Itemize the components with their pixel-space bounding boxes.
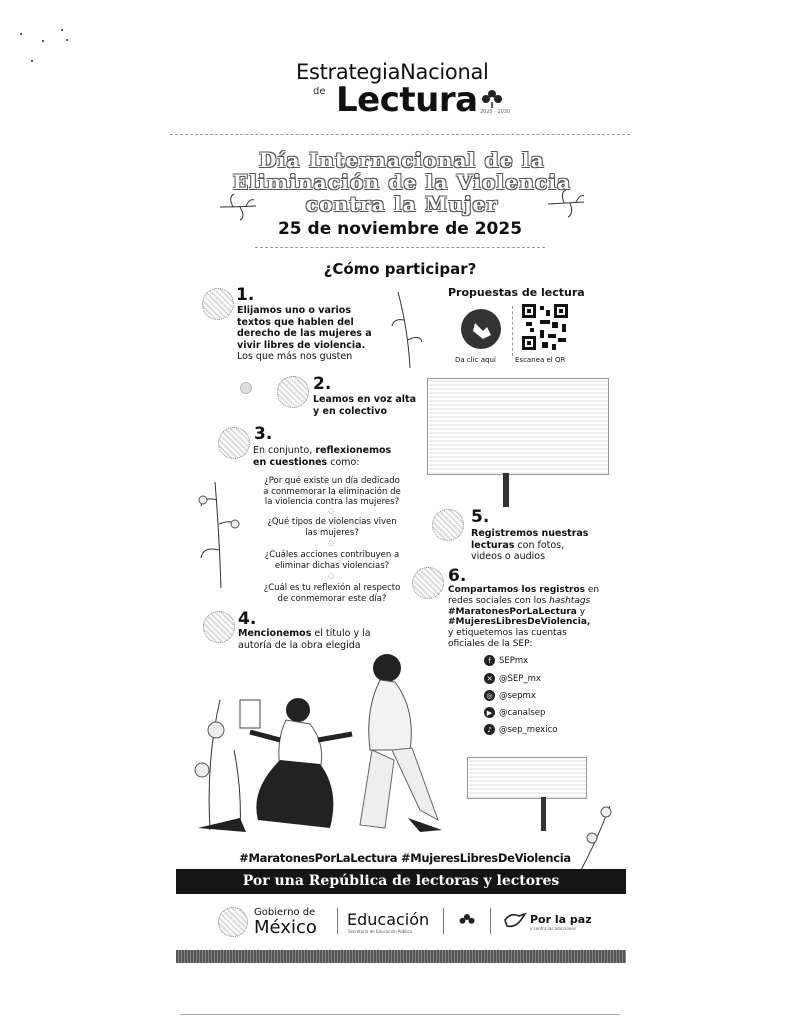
book-title-icon: [203, 611, 235, 643]
click-here-button[interactable]: [461, 309, 501, 349]
scan-speck: [31, 60, 33, 62]
left-vine-icon: [195, 480, 245, 590]
sprig-right-icon: [546, 188, 586, 218]
share-icon: [412, 567, 444, 599]
step-2-line: Leamos en voz alta: [313, 394, 416, 405]
step-2-text: [313, 394, 423, 417]
social-handle: @SEP_mx: [499, 673, 541, 684]
por-la-paz-subtitle: y contra las adicciones: [530, 926, 576, 931]
logo-lectura: Lectura: [336, 80, 478, 120]
question-line: ¿Qué tipos de violencias viven: [267, 517, 397, 527]
camera-icon: [432, 509, 464, 541]
banner-slogan: Por una República de lectoras y lectores: [242, 873, 560, 889]
educacion-subtitle: Secretaría de Educación Pública: [348, 929, 413, 934]
reflection-icon: [218, 427, 250, 459]
question-2: [252, 517, 412, 538]
title-line-1: Día Internacional de la: [259, 148, 545, 172]
instagram-icon: ◎: [484, 690, 495, 701]
scan-speck: [66, 39, 68, 41]
book-icon: [202, 288, 234, 320]
step-3-text-part: en cuestiones: [253, 456, 328, 468]
question-line: de conmemorar este día?: [277, 593, 387, 604]
sign-pole: [541, 797, 546, 831]
how-to-participate-heading: ¿Cómo participar?: [323, 260, 477, 278]
social-handle: @sep_mexico: [499, 724, 558, 735]
social-instagram[interactable]: [484, 690, 536, 701]
step-4-line: el título y la: [311, 628, 371, 639]
step-1-line: textos que hablen del: [237, 316, 354, 328]
step-3-text-part: como:: [327, 456, 360, 468]
dove-icon: [503, 910, 527, 930]
bullet-icon: ◌: [327, 572, 335, 580]
gobierno-seal-icon: [218, 907, 248, 937]
step-6-line: en: [585, 585, 600, 595]
divider: [170, 134, 630, 135]
divider: [512, 306, 513, 356]
step-5-line: Registremos nuestras: [471, 528, 589, 539]
step-5-line: videos o audios: [471, 551, 546, 562]
step-5-line: lecturas: [471, 539, 515, 551]
flower-logo-icon: [458, 912, 476, 928]
step-3-text: [253, 445, 413, 468]
question-1: [252, 476, 412, 508]
facebook-icon: f: [484, 655, 495, 666]
event-date: 25 de noviembre de 2025: [277, 219, 523, 239]
step-2-number: 2.: [313, 374, 332, 394]
logo-years: 2025 · 2030: [480, 109, 511, 115]
por-la-paz-logo: Por la paz: [530, 913, 592, 926]
step-1-line: Los que más nos gusten: [237, 351, 353, 362]
step-6-line: hashtags: [549, 595, 591, 606]
educacion-logo: Educación: [347, 910, 430, 929]
step-4-line: autoría de la obra elegida: [238, 639, 361, 651]
youtube-icon: ▶: [484, 707, 495, 718]
step-5-line: con fotos,: [514, 539, 565, 551]
page-edge-line: [180, 1014, 620, 1015]
divider: [490, 908, 491, 934]
step-4-line: Mencionemos: [238, 628, 312, 639]
step-3-text-part: reflexionemos: [315, 445, 392, 456]
step-3-number: 3.: [254, 424, 273, 444]
protest-sign: [427, 378, 609, 475]
step-6-line: Compartamos los registros: [448, 585, 586, 595]
step-1-line: derecho de las mujeres a: [237, 328, 372, 339]
divider: [443, 908, 444, 934]
question-line: eliminar dichas violencias?: [274, 560, 390, 571]
bullet-icon: ◌: [327, 539, 335, 547]
tiktok-icon: ♪: [484, 724, 495, 735]
step-5-number: 5.: [471, 507, 490, 527]
social-facebook[interactable]: [484, 655, 528, 666]
step-6-line: y: [576, 606, 586, 617]
social-tiktok[interactable]: [484, 724, 557, 735]
step-6-number: 6.: [448, 566, 467, 586]
step-2-line: y en colectivo: [313, 405, 388, 417]
women-reading-illustration: [180, 640, 480, 840]
protest-sign: [467, 757, 587, 799]
step-6-line: redes sociales con los: [448, 595, 550, 606]
social-x[interactable]: [484, 673, 541, 684]
question-line: las mujeres?: [305, 527, 359, 538]
step-4-number: 4.: [238, 609, 257, 629]
scan-speck: [20, 33, 22, 35]
title-line-3: contra la Mujer: [305, 192, 499, 216]
logo-de: de: [313, 86, 326, 97]
step-1-line: vivir libres de violencia.: [237, 339, 366, 351]
reading-aloud-icon: [277, 376, 309, 408]
social-handle: @canalsep: [499, 707, 546, 718]
qr-code[interactable]: [522, 304, 568, 350]
campaign-hashtags: #MaratonesPorLaLectura #MujeresLibresDeViolencia: [239, 851, 571, 865]
sign-pole: [503, 473, 509, 507]
bullet-icon: ◌: [327, 507, 335, 515]
question-3: [252, 550, 412, 571]
click-here-label: Da clic aquí: [455, 356, 496, 364]
step-1-text: [237, 305, 387, 363]
divider: [337, 908, 338, 934]
footer-bar: [176, 950, 626, 963]
social-youtube[interactable]: [484, 707, 545, 718]
step-1-number: 1.: [236, 285, 255, 305]
title-line-2: Eliminación de la Violencia: [232, 170, 572, 194]
gobierno-de-label: Gobierno de: [254, 907, 316, 918]
step-6-line: oficiales de la SEP:: [448, 638, 533, 649]
question-line: ¿Cuál es tu reflexión al respecto: [263, 583, 401, 593]
right-vine-icon: [576, 802, 616, 872]
divider: [255, 247, 545, 248]
mexico-label: México: [254, 917, 317, 938]
question-line: a conmemorar la eliminación de: [263, 486, 401, 497]
social-handle: SEPmx: [499, 655, 529, 666]
x-icon: ✕: [484, 673, 495, 684]
social-handle: @sepmx: [499, 690, 536, 701]
logo-estrategia-nacional: EstrategiaNacional: [296, 60, 489, 84]
question-line: ¿Cuáles acciones contribuyen a: [264, 550, 400, 560]
vine-icon: [388, 290, 428, 370]
question-line: ¿Por qué existe un día dedicado: [264, 476, 400, 486]
decor-speck: [240, 382, 252, 394]
step-3-text-part: En conjunto,: [253, 445, 316, 456]
step-6-line: y etiquetemos las cuentas: [448, 628, 567, 639]
sprig-left-icon: [218, 192, 258, 222]
flower-logo-icon: [480, 88, 504, 108]
question-line: la violencia contra las mujeres?: [264, 497, 400, 507]
step-6-line: #MujeresLibresDeViolencia,: [448, 617, 591, 628]
step-6-line: #MaratonesPorLaLectura: [448, 606, 577, 617]
hand-pointer-icon: [461, 309, 501, 349]
step-5-text: [471, 528, 611, 563]
question-4: [252, 583, 412, 604]
scan-speck: [42, 40, 44, 42]
step-1-line: Elijamos uno o varios: [237, 305, 351, 316]
reading-proposals-heading: Propuestas de lectura: [448, 286, 585, 299]
scan-qr-label: Escanea el QR: [515, 356, 566, 364]
scan-speck: [61, 29, 63, 31]
